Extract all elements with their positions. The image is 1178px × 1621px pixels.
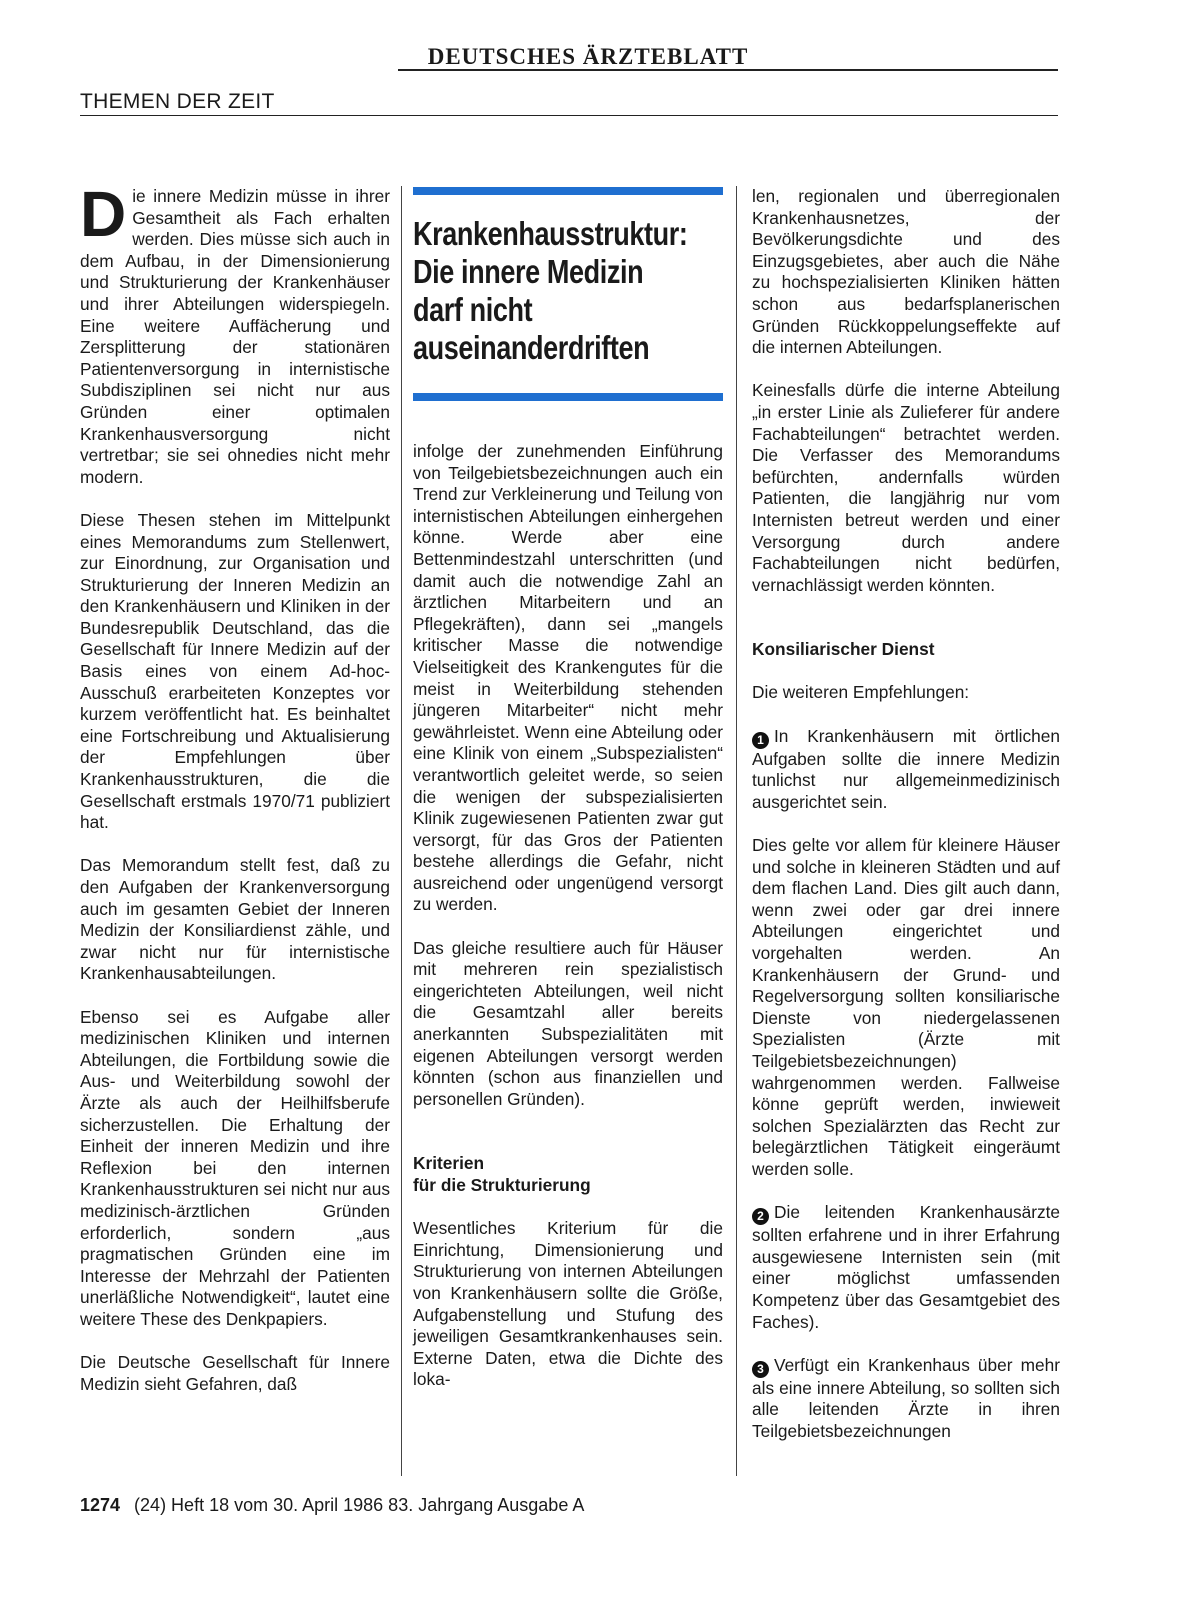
page-footer (80, 1495, 584, 1516)
subheading-line: für die Strukturierung (413, 1175, 591, 1195)
paragraph: Die weiteren Empfehlungen: (752, 682, 970, 703)
headline-line: auseinanderdriften (413, 329, 650, 366)
paragraph: infolge der zunehmenden Einführung von Teilgebietsbezeichnungen auch ein Trend zur Verkleinerung und Teilung von internistischen Abteilungen einhergehen könne. Werde aber eine Bettenmindestzahl unterschritten (und damit auch die notwendige Zahl an ärztlichen Mitarbeitern und an Pflegekräften), dann sei „mangels kritischer Masse die notwendige Vielseitigkeit des Krankengutes für die meist in Weiterbildung stehenden jüngeren Mitarbeiter“ nicht mehr gewährleistet. Wenn eine Abteilung oder eine Klinik von einem „Subspezialisten“ verantwortlich geleitet werde, so seien die wenigen der subspezialisierten Klinik zugewiesenen Patienten zwar gut versorgt, für das Gros der Patienten bestehe allerdings die Gefahr, nicht ausreichend oder ungenügend versorgt zu werden. (413, 441, 723, 915)
paragraph-text: ie innere Medizin müsse in ihrer Gesamtheit als Fach erhalten werden. Dies müsse sich auch in dem Aufbau, in der Dimensionierung und Strukturierung der Krankenhäuser und ihrer Abteilungen widerspiegeln. Eine weitere Auffächerung und Zersplitterung der stationären Patientenversorgung in internistische Subdisziplinen sei nicht nur aus Gründen einer optimalen Krankenhausversorgung nicht vertretbar; sie sei ohnedies nicht mehr modern. (80, 186, 390, 487)
paragraph: Keinesfalls dürfe die interne Abteilung „in erster Linie als Zulieferer für andere Fachabteilungen“ betrachtet werden. Die Verfasser des Memorandums befürchten, andernfalls würden Patienten, die langjährig nur vom Internisten betreut werden und einer Versorgung durch andere Fachabteilungen nicht bedürfen, vernachlässigt werden könnten. (752, 380, 1060, 595)
subheading-line: Kriterien (413, 1153, 485, 1174)
paragraph: Wesentliches Kriterium für die Einrichtung, Dimensionierung und Strukturierung von internen Abteilungen von Krankenhäusern sollte die Größe, Aufgabenstellung und Stufung des jeweiligen Gesamtkrankenhauses sein. Externe Daten, etwa die Dichte des loka- (413, 1218, 723, 1390)
paragraph: Das gleiche resultiere auch für Häuser mit mehreren rein spezialistisch eingerichteten Abteilungen, weil nicht die Gesamtzahl aller bereits anerkannten Subspezialitäten mit eigenen Abteilungen versorgt werden könnten (schon aus finanziellen und personellen Gründen). (413, 937, 723, 1109)
number-3-icon: 3 (752, 1361, 769, 1378)
headline-line: darf nicht (413, 291, 533, 328)
paragraph: Diese Thesen stehen im Mittelpunkt eines Memorandums zum Stellenwert, zur Einordnung, zur Organisation und Strukturierung der Inneren Medizin an den Krankenhäusern und Kliniken in der Bundesrepublik Deutschland, das die Gesellschaft für Innere Medizin auf der Basis eines von einem Ad-hoc-Ausschuß erarbeiteten Konzeptes vor kurzem veröffentlicht hat. Es beinhaltet eine Fortschreibung und Aktualisierung der Empfehlungen über Krankenhausstrukturen, die die Gesellschaft erstmals 1970/71 publiziert hat. (80, 509, 390, 833)
numbered-item (752, 726, 1060, 814)
subheading: Konsiliarischer Dienst (752, 639, 935, 660)
column-2 (413, 441, 723, 1391)
numbered-item-text: Die leitenden Krankenhausärzte sollten erfahrene und in ihrer Erfahrung ausgewiesene Internisten sein (mit einer möglichst umfassenden Kompetenz über das Gesamtgebiet des Faches). (752, 1202, 1060, 1332)
column-divider (736, 186, 737, 1476)
column-1 (80, 178, 390, 1395)
paragraph: len, regionalen und überregionalen Krankenhausnetzes, der Bevölkerungsdichte und des Einzugsgebietes, aber auch die Nähe zu hochspezialisierten Kliniken hätten schon aus bedarfsplanerischen Gründen Rückkoppelungseffekte auf die internen Abteilungen. (752, 186, 1060, 358)
masthead-rule (398, 69, 1058, 71)
page-number: 1274 (80, 1495, 121, 1515)
headline-line: Die innere Medizin (413, 253, 644, 290)
drop-cap: D (80, 178, 127, 250)
section-title: THEMEN DER ZEIT (80, 90, 275, 113)
paragraph (80, 178, 390, 488)
column-3 (752, 186, 1060, 1442)
number-2-icon: 2 (752, 1208, 769, 1225)
column-divider (401, 186, 402, 1476)
paragraph: Die Deutsche Gesellschaft für Innere Medizin sieht Gefahren, daß (80, 1352, 390, 1394)
headline (413, 215, 688, 367)
numbered-item-text: Verfügt ein Krankenhaus über mehr als eine innere Abteilung, so sollten sich alle leitenden Ärzte in ihren Teilgebietsbezeichnungen (752, 1354, 1060, 1441)
masthead: DEUTSCHES ÄRZTEBLATT (427, 44, 749, 69)
accent-bar-top (413, 187, 723, 195)
section-rule (80, 115, 1058, 116)
accent-bar-bottom (413, 393, 723, 401)
numbered-item (752, 1355, 1060, 1443)
paragraph: Ebenso sei es Aufgabe aller medizinischen Kliniken und internen Abteilungen, die Fortbildung sowie die Aus- und Weiterbildung sowohl der Ärzte als auch der Heilhilfsberufe sicherzustellen. Die Erhaltung der Einheit der inneren Medizin und ihre Reflexion bei den internen Krankenhausstrukturen sei nicht nur aus medizinisch-ärztlichen Gründen erforderlich, sondern „aus pragmatischen Gründen eine im Interesse der Mehrzahl der Patienten unerläßliche Notwendigkeit“, lautet eine weitere These des Denkpapiers. (80, 1006, 390, 1329)
numbered-item-text: In Krankenhäusern mit örtlichen Aufgaben sollte die innere Medizin tunlichst nur allgemeinmedizinisch ausgerichtet sein. (752, 725, 1060, 812)
number-1-icon: 1 (752, 732, 769, 749)
numbered-item (752, 1202, 1060, 1333)
subheading (413, 1153, 723, 1196)
headline-line: Krankenhausstruktur: (413, 215, 688, 252)
issue-info: (24) Heft 18 vom 30. April 1986 83. Jahrgang Ausgabe A (134, 1495, 585, 1515)
paragraph: Das Memorandum stellt fest, daß zu den Aufgaben der Krankenversorgung auch im gesamten Gebiet der Inneren Medizin der Konsiliardienst zähle, und zwar nicht nur für internistische Krankenhausabteilungen. (80, 855, 390, 984)
paragraph: Dies gelte vor allem für kleinere Häuser und solche in kleineren Städten und auf dem flachen Land. Dies gilt auch dann, wenn zwei oder gar drei innere Abteilungen eingerichtet und vorgehalten werden. An Krankenhäusern der Grund- und Regelversorgung sollten konsiliarische Dienste von niedergelassenen Spezialisten (Ärzte mit Teilgebietsbezeichnungen) wahrgenommen werden. Fallweise könne geprüft werden, inwieweit solchen Spezialärzten das Recht zur belegärztlichen Tätigkeit eingeräumt werden solle. (752, 835, 1060, 1179)
